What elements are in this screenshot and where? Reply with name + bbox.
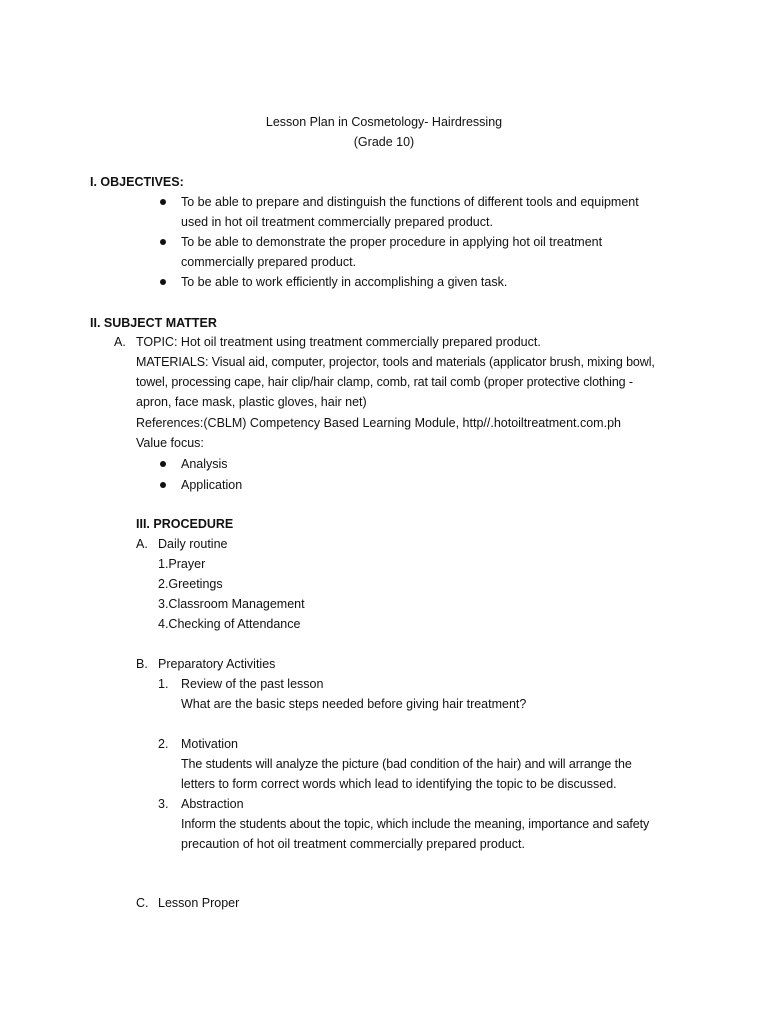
topic-text: Hot oil treatment using treatment commercially prepared product. bbox=[177, 335, 541, 349]
prep-item-3-line-1: Inform the students about the topic, which include the meaning, importance and safety bbox=[181, 817, 650, 831]
daily-routine-label: Daily routine bbox=[158, 537, 228, 551]
topic-line bbox=[136, 332, 541, 352]
prep-item-1-label: Review of the past lesson bbox=[181, 677, 324, 691]
prep-item-1-line-1: What are the basic steps needed before giving hair treatment? bbox=[181, 697, 527, 711]
materials-line-3: apron, face mask, plastic gloves, hair net) bbox=[136, 395, 367, 409]
topic-label: TOPIC: bbox=[136, 335, 178, 349]
bullet-dot bbox=[160, 279, 166, 285]
value-item-analysis: Analysis bbox=[181, 457, 228, 471]
materials-line-2: towel, processing cape, hair clip/hair clamp, comb, rat tail comb (proper protective clothing - bbox=[136, 375, 633, 389]
prep-item-2-label: Motivation bbox=[181, 737, 238, 751]
bullet-dot bbox=[160, 461, 166, 467]
prep-item-2-line-2: letters to form correct words which lead to identifying the topic to be discussed. bbox=[181, 777, 617, 791]
lesson-proper-label: Lesson Proper bbox=[158, 896, 240, 910]
materials-label: MATERIALS: bbox=[136, 355, 209, 369]
materials-line-1 bbox=[136, 352, 655, 372]
objectives-heading: I. OBJECTIVES: bbox=[90, 175, 184, 189]
document-grade: (Grade 10) bbox=[353, 135, 415, 149]
prep-item-3-marker: 3. bbox=[158, 797, 169, 811]
objective-1-line-1: To be able to prepare and distinguish the functions of different tools and equipment bbox=[181, 195, 639, 209]
routine-item-prayer: 1.Prayer bbox=[158, 557, 206, 571]
bullet-dot bbox=[160, 239, 166, 245]
routine-item-greetings: 2.Greetings bbox=[158, 577, 223, 591]
subject-matter-heading: II. SUBJECT MATTER bbox=[90, 316, 217, 330]
objective-1-line-2: used in hot oil treatment commercially prepared product. bbox=[181, 215, 493, 229]
references-line: References:(CBLM) Competency Based Learning Module, http//.hotoiltreatment.com.ph bbox=[136, 416, 621, 430]
bullet-dot bbox=[160, 482, 166, 488]
objective-2-line-1: To be able to demonstrate the proper procedure in applying hot oil treatment bbox=[181, 235, 603, 249]
subject-marker-a: A. bbox=[114, 335, 126, 349]
bullet-dot bbox=[160, 199, 166, 205]
prep-item-3-label: Abstraction bbox=[181, 797, 244, 811]
prep-item-1-marker: 1. bbox=[158, 677, 169, 691]
preparatory-activities-label: Preparatory Activities bbox=[158, 657, 276, 671]
value-focus-label: Value focus: bbox=[136, 436, 204, 450]
prep-item-2-line-1: The students will analyze the picture (bad condition of the hair) and will arrange the bbox=[181, 757, 632, 771]
document-title: Lesson Plan in Cosmetology- Hairdressing bbox=[265, 115, 503, 129]
objective-3-line-1: To be able to work efficiently in accomplishing a given task. bbox=[181, 275, 508, 289]
procedure-marker-c: C. bbox=[136, 896, 149, 910]
procedure-heading: III. PROCEDURE bbox=[136, 517, 234, 531]
objective-2-line-2: commercially prepared product. bbox=[181, 255, 357, 269]
routine-item-attendance: 4.Checking of Attendance bbox=[158, 617, 301, 631]
prep-item-3-line-2: precaution of hot oil treatment commercially prepared product. bbox=[181, 837, 525, 851]
procedure-marker-b: B. bbox=[136, 657, 148, 671]
procedure-marker-a: A. bbox=[136, 537, 148, 551]
materials-text: Visual aid, computer, projector, tools and materials (applicator brush, mixing bowl, bbox=[208, 355, 655, 369]
value-item-application: Application bbox=[181, 478, 243, 492]
routine-item-classroom-management: 3.Classroom Management bbox=[158, 597, 305, 611]
prep-item-2-marker: 2. bbox=[158, 737, 169, 751]
